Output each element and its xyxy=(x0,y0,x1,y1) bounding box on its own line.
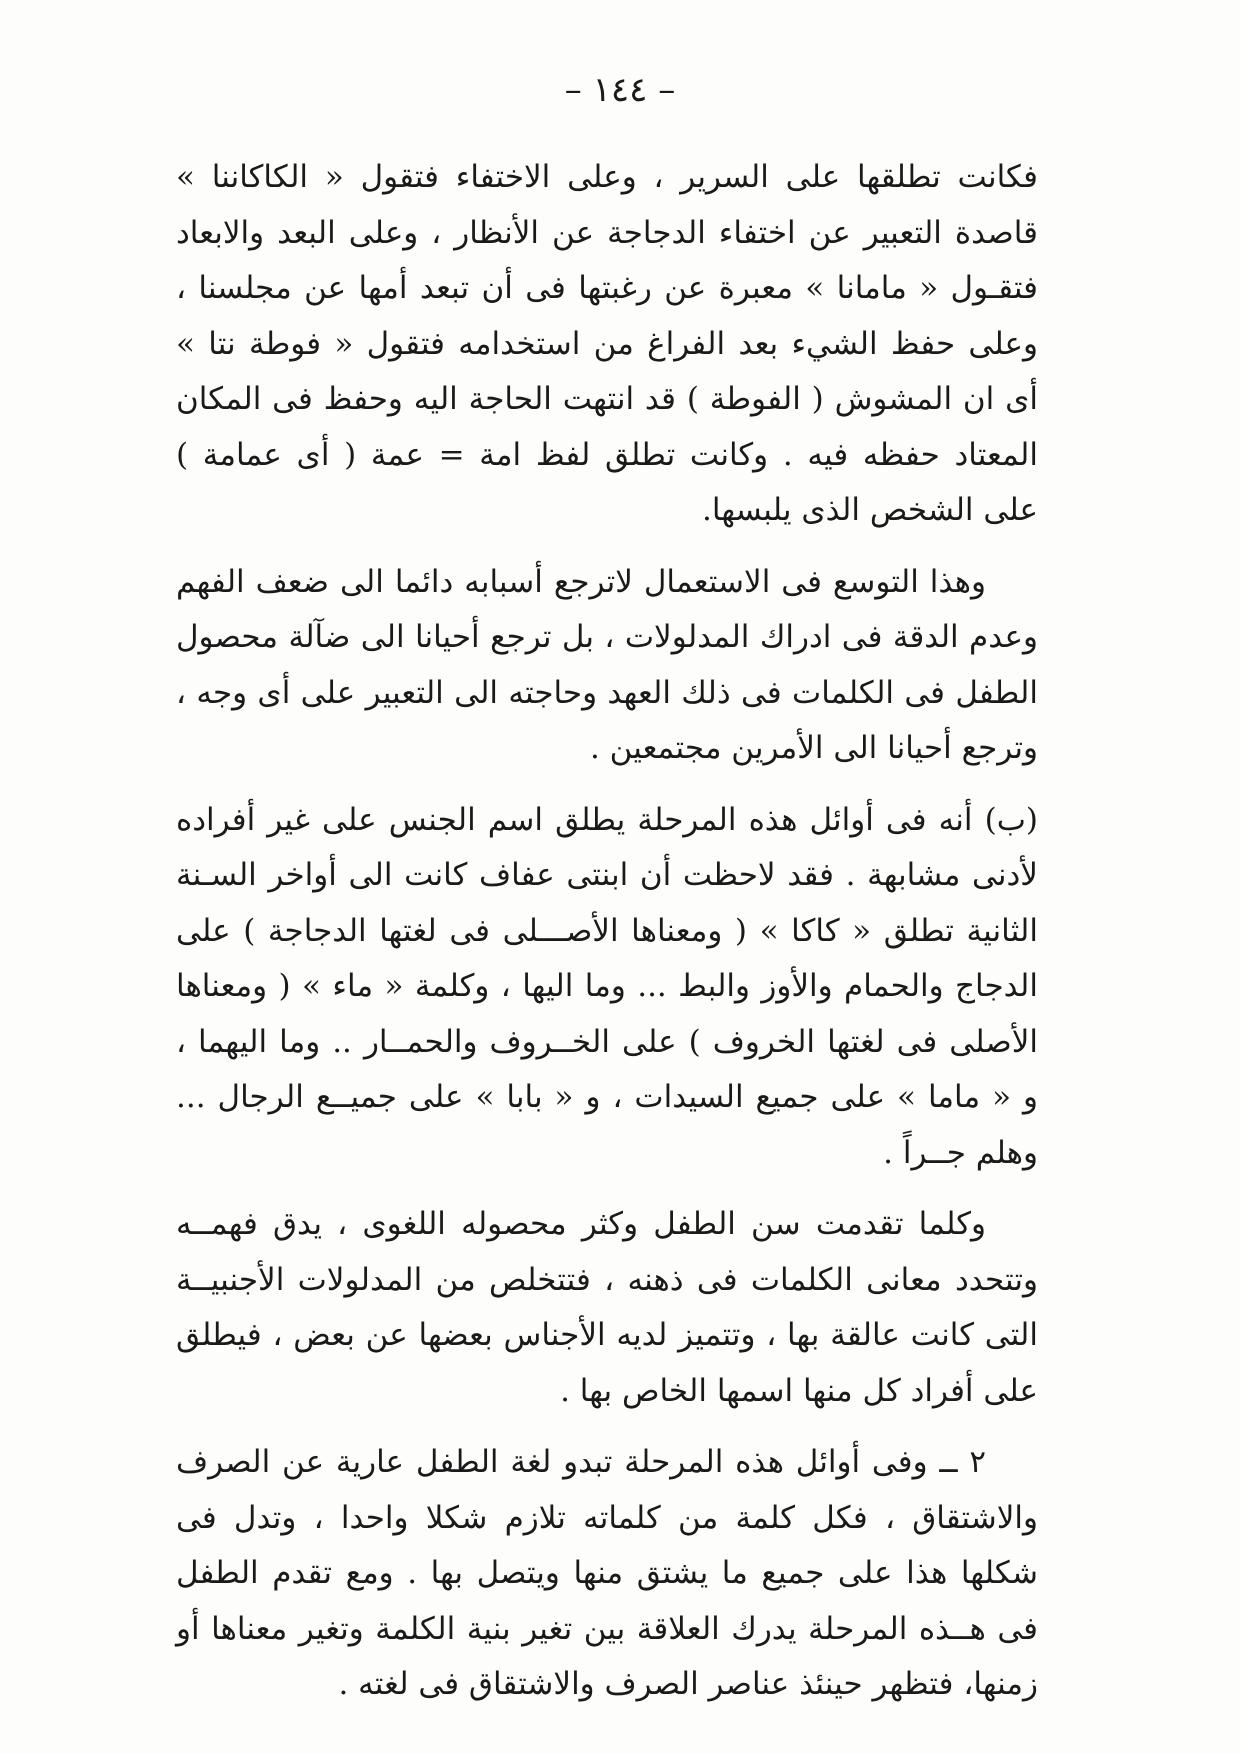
paragraph-expansion-causes: وهذا التوسع فى الاستعمال لاترجع أسبابه دائما الى ضعف الفهم وعدم الدقة فى ادراك المدلولات ، بل ترجع أحيانا الى ضآلة محصول الطفل فى الكلمات فى ذلك العهد وحاجته الى التعبير على أى وجه ، وترجع أحيانا الى الأمرين مجتمعين . xyxy=(176,563,1038,766)
paragraph-gap xyxy=(176,539,1038,555)
paragraph-gap xyxy=(176,1181,1038,1197)
paragraph-continuation: فكانت تطلقها على السرير ، وعلى الاختفاء فتقول « الكاكاننا » قاصدة التعبير عن اختفاء الدجاجة عن الأنظار ، وعلى البعد والابعاد فتقـول « مامانا » معبرة عن رغبتها فى أن تبعد أمها عن مجلسنا ، وعلى حفظ الشيء بعد الفراغ من استخدامه فتقول « فوطة نتا » أى ان المشوش ( الفوطة ) قد انتهت الحاجة اليه وحفظ فى المكان المعتاد حفظه فيه . وكانت تطلق لفظ امة = عمة ( أى عمامة ) على الشخص الذى يلبسها. xyxy=(176,159,1038,528)
paragraph-gap xyxy=(176,777,1038,793)
paragraph-gap xyxy=(176,1419,1038,1435)
paragraph-point-2: ٢ ــ وفى أوائل هذه المرحلة تبدو لغة الطفل عارية عن الصرف والاشتقاق ، فكل كلمة من كلماته تلازم شكلا واحدا ، وتدل فى شكلها هذا على جميع ما يشتق منها ويتصل بها . ومع تقدم الطفل فى هــذه المرحلة يدرك العلاقة بين تغير بنية الكلمة وتغير معناها أو زمنها، فتظهر حينئذ عناصر الصرف والاشتقاق فى لغته . xyxy=(176,1444,1038,1702)
paragraph-point-b: (ب) أنه فى أوائل هذه المرحلة يطلق اسم الجنس على غير أفراده لأدنى مشابهة . فقد لاحظت أن ابنتى عفاف كانت الى أواخر السـنة الثانية تطلق « كاكا » ( ومعناها الأصـــلى فى لغتها الدجاجة ) على الدجاج والحمام والأوز والبط ... وما اليها ، وكلمة « ماء » ( ومعناها الأصلى فى لغتها الخروف ) على الخــروف والحمــار .. وما اليهما ، و « ماما » على جميع السيدات ، و « بابا » على جميــع الرجال ... وهلم جــراً . xyxy=(176,801,1038,1171)
page-body xyxy=(176,150,1038,1713)
page-number: – ١٤٤ – xyxy=(564,70,676,110)
paragraph-meaning-refinement: وكلما تقدمت سن الطفل وكثر محصوله اللغوى ، يدق فهمــه وتتحدد معانى الكلمات فى ذهنه ، فتتخلص من المدلولات الأجنبيــة التى كانت عالقة بها ، وتتميز لديه الأجناس بعضها عن بعض ، فيطلق على أفراد كل منها اسمها الخاص بها . xyxy=(176,1206,1038,1409)
